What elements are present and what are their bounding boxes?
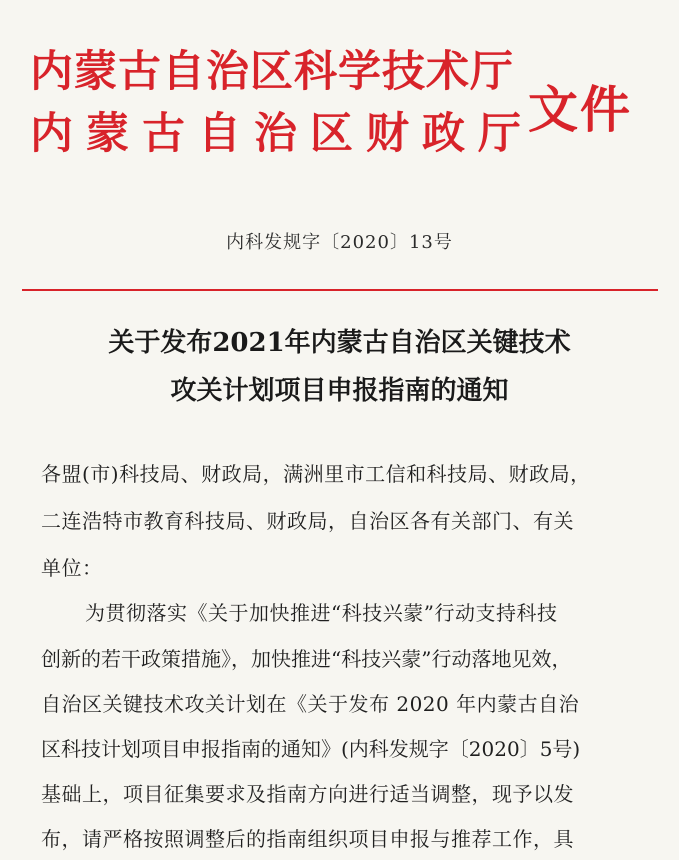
document-kind-label: 文件: [528, 81, 632, 139]
document-number: 内科发规字〔2020〕13号: [226, 232, 453, 253]
body-paragraph-line: 为贯彻落实《关于加快推进“科技兴蒙”行动支持科技: [85, 601, 558, 625]
issuer-science-department: 内蒙古自治区科学技术厅: [30, 47, 514, 97]
body-paragraph-line: 自治区关键技术攻关计划在《关于发布 2020 年内蒙古自治: [41, 692, 580, 716]
addressee-line: 各盟(市)科技局、财政局，满洲里市工信和科技局、财政局，: [41, 462, 591, 486]
document-title-line-1: 关于发布2021年内蒙古自治区关键技术: [108, 328, 571, 358]
body-paragraph-line: 布，请严格按照调整后的指南组织项目申报与推荐工作，具: [41, 827, 574, 851]
body-paragraph-line: 基础上，项目征集要求及指南方向进行适当调整，现予以发: [41, 782, 574, 806]
body-paragraph-line: 区科技计划项目申报指南的通知》(内科发规字〔2020〕5号): [41, 737, 581, 761]
body-paragraph-line: 创新的若干政策措施》，加快推进“科技兴蒙”行动落地见效，: [41, 647, 572, 671]
addressee-line: 单位：: [41, 556, 103, 580]
issuer-finance-department: 内蒙古自治区财政厅: [30, 109, 534, 159]
addressee-line: 二连浩特市教育科技局、财政局，自治区各有关部门、有关: [41, 509, 574, 533]
document-title-line-2: 攻关计划项目申报指南的通知: [170, 376, 509, 406]
document-body: [36, 0, 648, 860]
